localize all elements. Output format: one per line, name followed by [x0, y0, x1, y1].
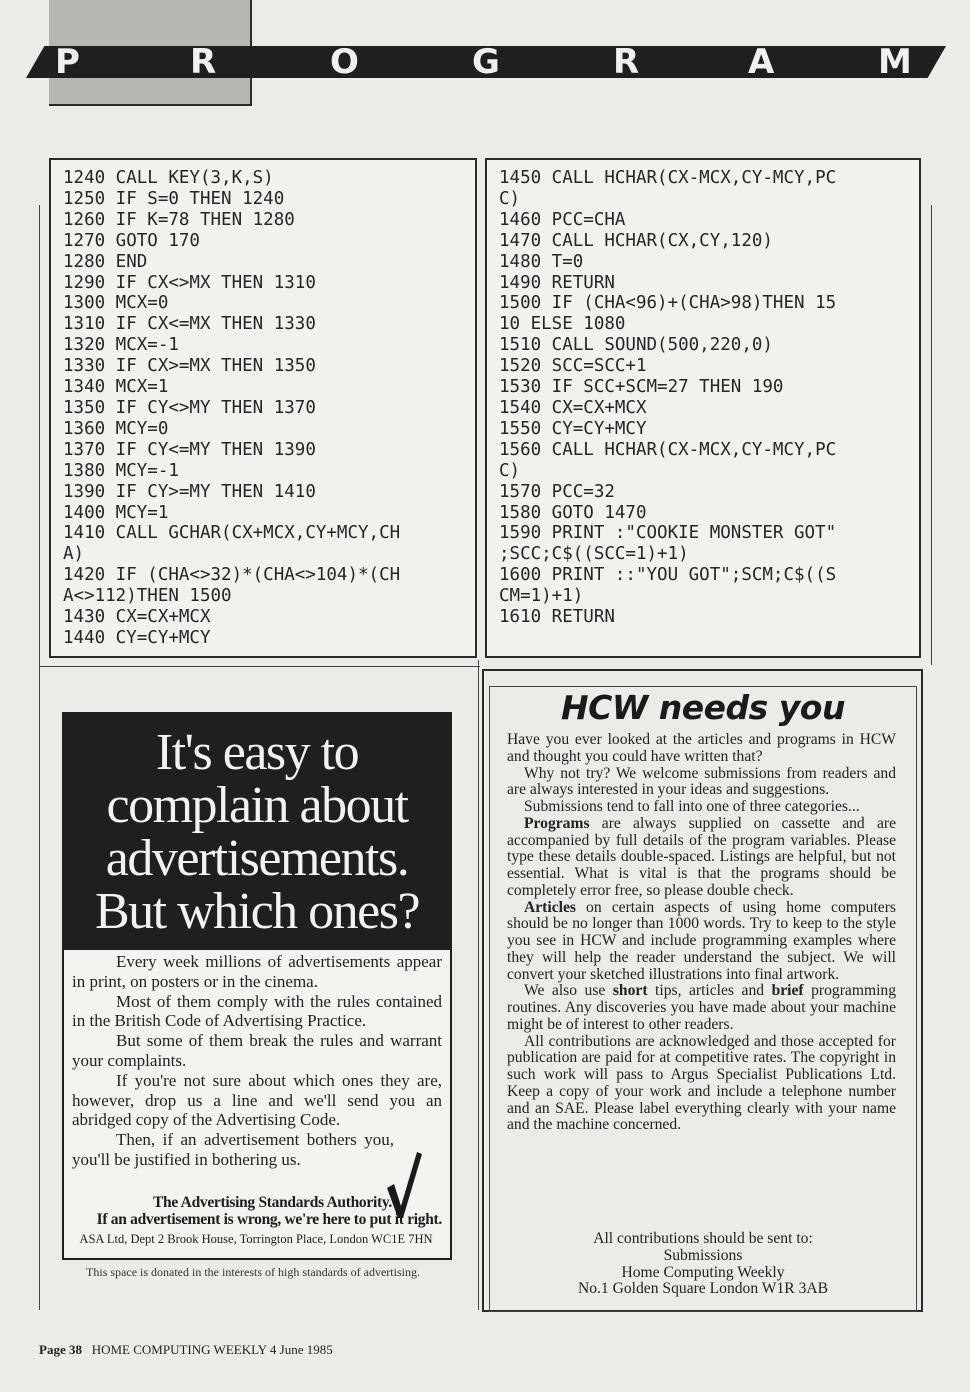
code-listing-right — [485, 158, 921, 658]
code-line: 1300 MCX=0 — [63, 293, 169, 314]
code-line: A<>112)THEN 1500 — [63, 586, 232, 607]
code-line: 1480 T=0 — [499, 251, 584, 272]
code-line: 1320 MCX=-1 — [63, 335, 179, 356]
asa-authority: The Advertising Standards Authority. If an advertisement is wrong, we're here to put it right. — [96, 1194, 442, 1228]
code-line: 1310 IF CX<=MX THEN 1330 — [63, 314, 316, 335]
hcw-address: All contributions should be sent to: Submissions Home Computing Weekly No.1 Golden Square London W1R 3AB — [577, 1230, 829, 1298]
column-rule — [39, 205, 40, 1310]
code-line: 1290 IF CX<>MX THEN 1310 — [63, 272, 316, 293]
code-line: 1250 IF S=0 THEN 1240 — [63, 188, 285, 209]
section-rule — [40, 666, 480, 667]
code-line: 10 ELSE 1080 — [499, 314, 626, 335]
code-line: 1570 PCC=32 — [499, 481, 615, 502]
banner-letter: R — [613, 42, 641, 82]
code-line: 1390 IF CY>=MY THEN 1410 — [63, 481, 316, 502]
code-line: C) — [499, 460, 521, 481]
publication-line: HOME COMPUTING WEEKLY 4 June 1985 — [91, 1342, 333, 1357]
code-listing-left — [49, 158, 477, 658]
code-line: 1260 IF K=78 THEN 1280 — [63, 209, 295, 230]
code-line: 1600 PRINT ::"YOU GOT";SCM;C$((S — [499, 565, 837, 586]
code-line: 1550 CY=CY+MCY — [499, 418, 647, 439]
asa-body-text: Every week millions of advertisements appear in print, on posters or in the cinema. Most of them comply with the rules contained in the British Code of Advertising Practice. But some of them break the rules and warrant your complaints. If you're not sure about which ones they are, however, drop us a line and we'll send you an abridged copy of the Advertising Code. Then, if an advertisement bothers you, you'll be justified in bothering us. — [72, 952, 442, 1169]
code-line: 1580 GOTO 1470 — [499, 502, 647, 523]
donation-note: This space is donated in the interests of high standards of advertising. — [86, 1265, 420, 1279]
banner-letter: P — [55, 42, 81, 82]
hcw-title: HCW needs you — [561, 688, 845, 727]
code-line: CM=1)+1) — [499, 586, 584, 607]
banner-letter: G — [472, 42, 501, 82]
code-line: 1350 IF CY<>MY THEN 1370 — [63, 397, 316, 418]
code-line: 1380 MCY=-1 — [63, 460, 179, 481]
code-line: 1590 PRINT :"COOKIE MONSTER GOT" — [499, 523, 837, 544]
code-line: 1410 CALL GCHAR(CX+MCX,CY+MCY,CH — [63, 523, 401, 544]
code-line: 1610 RETURN — [499, 607, 615, 628]
code-line: 1540 CX=CX+MCX — [499, 397, 647, 418]
page-number: Page 38 — [39, 1342, 82, 1357]
code-line: 1490 RETURN — [499, 272, 615, 293]
code-line: 1330 IF CX>=MX THEN 1350 — [63, 356, 316, 377]
code-line: 1520 SCC=SCC+1 — [499, 356, 647, 377]
code-line: ;SCC;C$((SCC=1)+1) — [499, 544, 689, 565]
code-line: 1450 CALL HCHAR(CX-MCX,CY-MCY,PC — [499, 168, 837, 188]
banner-letter: A — [748, 42, 776, 82]
page-footer — [39, 1342, 333, 1358]
hcw-body-text: Have you ever looked at the articles and programs in HCW and thought you could have written that? Why not try? We welcome submissions from readers and are always interested in your ideas and suggestions. Submissions tend to fall into one of three categories... Programs are always supplied on cassette and are accompanied by full details of the program variables. Please type these details double-spaced. Listings are helpful, but not essential. What is vital is that the programs should be completely error free, so please double check. Articles on certain aspects of using home computers should be no longer than 1000 words. Try to keep to the style you see in HCW and include programming examples where they will help the reader understand the subject. We will convert your sketched illustrations into final artwork. We also use short tips, articles and brief programming routines. Any discoveries you have made about your machine might be of interest to other readers. All contributions are acknowledged and those accepted for publication are paid for at competitive rates. The copyright in such work will pass to Argus Specialist Publications Ltd. Keep a copy of your work and include a telephone number and an SAE. Please label everything clearly with your name and the machine concerned. — [507, 731, 897, 1134]
banner-letter: M — [878, 42, 913, 82]
asa-headline: It's easy to complain about advertisements. But which ones? — [94, 724, 420, 940]
code-line: 1400 MCY=1 — [63, 502, 169, 523]
code-line: 1470 CALL HCHAR(CX,CY,120) — [499, 230, 773, 251]
code-line: 1560 CALL HCHAR(CX-MCX,CY-MCY,PC — [499, 439, 837, 460]
code-line: 1500 IF (CHA<96)+(CHA>98)THEN 15 — [499, 293, 837, 314]
code-line: 1440 CY=CY+MCY — [63, 627, 211, 648]
code-line: 1430 CX=CX+MCX — [63, 607, 211, 628]
banner-letter: O — [330, 42, 360, 82]
banner-letter: R — [190, 42, 218, 82]
code-line: 1460 PCC=CHA — [499, 209, 626, 230]
column-rule — [478, 660, 479, 1310]
code-line: 1270 GOTO 170 — [63, 230, 200, 251]
code-line: 1340 MCX=1 — [63, 377, 169, 398]
code-line: 1240 CALL KEY(3,K,S) — [63, 168, 274, 188]
asa-address: ASA Ltd, Dept 2 Brook House, Torrington Place, London WC1E 7HN — [79, 1232, 433, 1246]
code-line: 1280 END — [63, 251, 148, 272]
column-rule — [931, 205, 932, 665]
code-line: 1530 IF SCC+SCM=27 THEN 190 — [499, 377, 784, 398]
code-line: 1420 IF (CHA<>32)*(CHA<>104)*(CH — [63, 565, 401, 586]
checkmark-icon — [385, 1150, 423, 1220]
code-line: 1360 MCY=0 — [63, 418, 169, 439]
code-line: C) — [499, 188, 521, 209]
code-line: A) — [63, 544, 85, 565]
code-line: 1510 CALL SOUND(500,220,0) — [499, 335, 773, 356]
code-line: 1370 IF CY<=MY THEN 1390 — [63, 439, 316, 460]
